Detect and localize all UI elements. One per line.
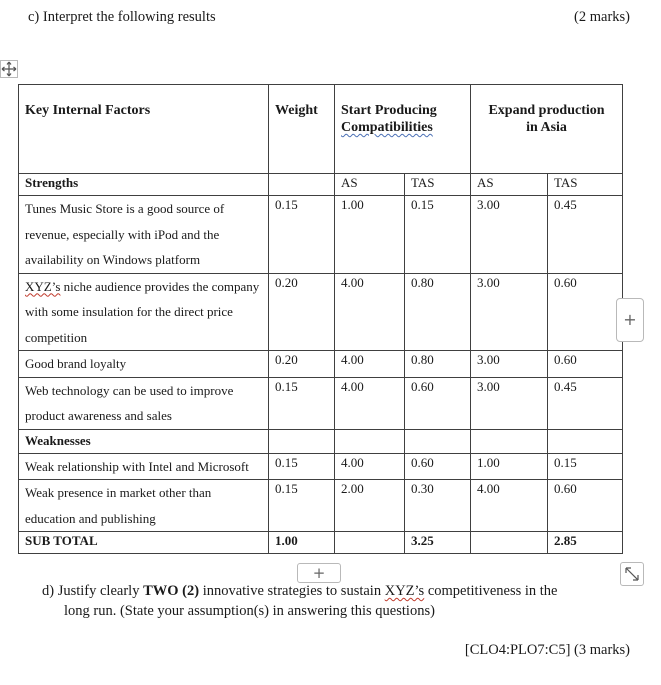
tas2-cell: 0.45 xyxy=(548,377,623,429)
as1-cell: 4.00 xyxy=(335,273,405,351)
question-d xyxy=(42,581,634,621)
tas1-cell: 0.60 xyxy=(405,377,471,429)
weight-cell: 0.20 xyxy=(269,273,335,351)
header-strategy1-line1: Start Producing xyxy=(341,103,437,118)
subheader-tas-2: TAS xyxy=(548,174,623,196)
tas1-cell: 0.60 xyxy=(405,453,471,480)
header-strategy2-line1: Expand production xyxy=(488,103,605,118)
table-row xyxy=(19,196,623,274)
question-d-xyz: XYZ’s xyxy=(384,583,425,599)
weight-cell: 0.15 xyxy=(269,377,335,429)
header-weight: Weight xyxy=(269,85,335,174)
xyz-word: XYZ’s xyxy=(25,278,61,294)
as2-cell: 3.00 xyxy=(471,273,548,351)
subtotal-label: SUB TOTAL xyxy=(19,532,269,554)
question-d-part3: competitiveness in the xyxy=(424,583,558,599)
subtotal-weight: 1.00 xyxy=(269,532,335,554)
as1-cell: 4.00 xyxy=(335,351,405,378)
subheader-tas-1: TAS xyxy=(405,174,471,196)
weight-cell: 0.15 xyxy=(269,196,335,274)
strengths-label: Strengths xyxy=(19,174,269,196)
as2-cell: 3.00 xyxy=(471,196,548,274)
move-icon xyxy=(1,61,17,77)
as2-cell: 3.00 xyxy=(471,377,548,429)
question-c-label: c) Interpret the following results xyxy=(28,9,216,25)
tas2-cell: 0.60 xyxy=(548,351,623,378)
table-row xyxy=(19,351,623,378)
factor-cell: Web technology can be used to improve product awareness and sales xyxy=(19,377,269,429)
question-d-line2: long run. (State your assumption(s) in answering this questions) xyxy=(64,603,435,619)
as1-cell: 2.00 xyxy=(335,480,405,532)
as1-cell: 1.00 xyxy=(335,196,405,274)
as2-cell: 4.00 xyxy=(471,480,548,532)
weight-cell: 0.20 xyxy=(269,351,335,378)
question-d-part1: d) Justify clearly xyxy=(42,583,144,599)
tas2-cell: 0.45 xyxy=(548,196,623,274)
factor-text: niche audience provides the company with some insulation for the direct price competition xyxy=(25,278,260,345)
subtotal-row xyxy=(19,532,623,554)
header-strategy1-line2: Compatibilities xyxy=(341,120,433,135)
table-move-handle[interactable] xyxy=(0,60,18,78)
as2-cell: 1.00 xyxy=(471,453,548,480)
factor-cell xyxy=(19,273,269,351)
table-row xyxy=(19,273,623,351)
subheader-as-2: AS xyxy=(471,174,548,196)
factor-cell: Weak relationship with Intel and Microsoft xyxy=(19,453,269,480)
factor-cell: Weak presence in market other than education and publishing xyxy=(19,480,269,532)
as2-cell: 3.00 xyxy=(471,351,548,378)
weight-cell: 0.15 xyxy=(269,453,335,480)
tas1-cell: 0.15 xyxy=(405,196,471,274)
qspm-table xyxy=(18,84,623,554)
tas2-cell: 0.60 xyxy=(548,480,623,532)
table-row xyxy=(19,453,623,480)
weaknesses-row xyxy=(19,429,623,453)
factor-cell: Good brand loyalty xyxy=(19,351,269,378)
header-strategy-expand-production xyxy=(471,85,623,174)
tas2-cell: 0.60 xyxy=(548,273,623,351)
tas1-cell: 0.80 xyxy=(405,351,471,378)
weaknesses-label: Weaknesses xyxy=(19,429,269,453)
subtotal-tas1: 3.25 xyxy=(405,532,471,554)
header-strategy2-line2: in Asia xyxy=(526,120,567,135)
table-header-row xyxy=(19,85,623,174)
question-c-marks: (2 marks) xyxy=(574,9,630,25)
subtotal-tas2: 2.85 xyxy=(548,532,623,554)
header-strategy-start-producing xyxy=(335,85,471,174)
as1-cell: 4.00 xyxy=(335,377,405,429)
tas1-cell: 0.80 xyxy=(405,273,471,351)
as1-cell: 4.00 xyxy=(335,453,405,480)
factor-cell: Tunes Music Store is a good source of revenue, especially with iPod and the availability on Windows platform xyxy=(19,196,269,274)
strengths-row xyxy=(19,174,623,196)
add-column-button[interactable]: + xyxy=(616,298,644,342)
question-d-marks: [CLO4:PLO7:C5] (3 marks) xyxy=(464,642,630,658)
table-row xyxy=(19,480,623,532)
question-d-part2: innovative strategies to sustain xyxy=(199,583,385,599)
question-d-bold: TWO (2) xyxy=(143,583,200,599)
tas1-cell: 0.30 xyxy=(405,480,471,532)
tas2-cell: 0.15 xyxy=(548,453,623,480)
add-row-button[interactable]: + xyxy=(297,563,341,583)
weight-cell: 0.15 xyxy=(269,480,335,532)
table-row xyxy=(19,377,623,429)
header-key-internal-factors: Key Internal Factors xyxy=(19,85,269,174)
subheader-as-1: AS xyxy=(335,174,405,196)
